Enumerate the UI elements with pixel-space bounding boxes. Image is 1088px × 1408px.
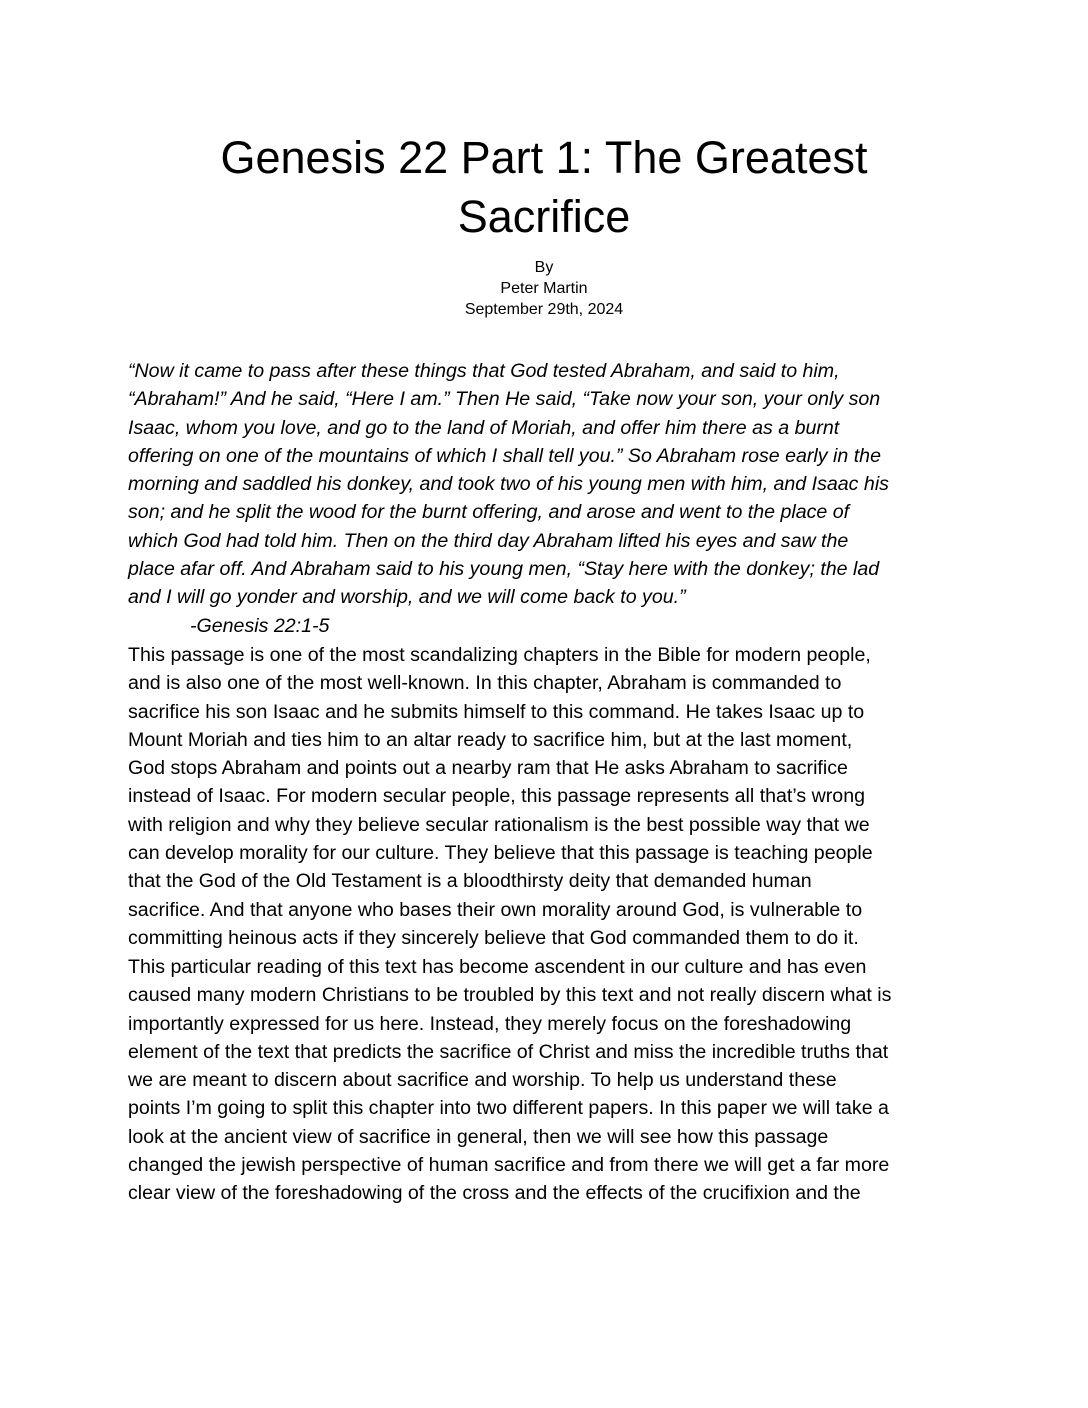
quote-line: which God had told him. Then on the third day Abraham lifted his eyes and saw the xyxy=(128,529,849,552)
quote-line: “Abraham!” And he said, “Here I am.” Then He said, “Take now your son, your only son xyxy=(128,388,881,411)
paragraph-line: and is also one of the most well-known. In this chapter, Abraham is commanded to xyxy=(128,672,842,695)
paragraph-line: importantly expressed for us here. Instead, they merely focus on the foreshadowing xyxy=(128,1012,852,1035)
paragraph-line: This particular reading of this text has become ascendent in our culture and has even xyxy=(128,956,867,978)
paragraph-line: we are meant to discern about sacrifice and worship. To help us understand these xyxy=(128,1069,837,1092)
date: September 29th, 2024 xyxy=(464,301,624,318)
paragraph-line: that the God of the Old Testament is a bloodthirsty deity that demanded human xyxy=(128,870,812,893)
paragraph xyxy=(128,953,1008,1208)
byline: By xyxy=(534,259,554,276)
paragraph-line: committing heinous acts if they sincerely believe that God commanded them to do it. xyxy=(128,926,859,949)
scripture-quote xyxy=(128,357,1008,640)
quote-line: place afar off. And Abraham said to his young men, “Stay here with the donkey; the lad xyxy=(128,558,880,581)
document-meta xyxy=(0,257,1088,320)
paragraph-line: with religion and why they believe secular rationalism is the best possible way that we xyxy=(128,813,870,836)
quote-reference: -Genesis 22:1-5 xyxy=(190,614,330,637)
quote-line: “Now it came to pass after these things that God tested Abraham, and said to him, xyxy=(128,360,840,382)
paragraph-line: points I’m going to split this chapter into two different papers. In this paper we will take a xyxy=(128,1097,889,1120)
paragraph-line: instead of Isaac. For modern secular people, this passage represents all that’s wrong xyxy=(128,785,865,808)
paragraph-line: changed the jewish perspective of human sacrifice and from there we will get a far more xyxy=(128,1154,890,1177)
paragraph-line: Mount Moriah and ties him to an altar ready to sacrifice him, but at the last moment, xyxy=(128,728,853,751)
document-title xyxy=(0,128,1088,246)
quote-line: son; and he split the wood for the burnt offering, and arose and went to the place of xyxy=(128,501,850,524)
paragraph-line: caused many modern Christians to be troubled by this text and not really discern what is xyxy=(128,984,892,1007)
paragraph-line: look at the ancient view of sacrifice in general, then we will see how this passage xyxy=(128,1125,829,1148)
quote-line: Isaac, whom you love, and go to the land of Moriah, and offer him there as a burnt xyxy=(128,416,840,439)
paragraph-line: clear view of the foreshadowing of the cross and the effects of the crucifixion and the xyxy=(128,1182,861,1205)
paragraph-line: God stops Abraham and points out a nearby ram that He asks Abraham to sacrifice xyxy=(128,757,848,780)
quote-line: morning and saddled his donkey, and took two of his young men with him, and Isaac his xyxy=(128,473,889,496)
author: Peter Martin xyxy=(500,280,588,297)
title-line: Sacrifice xyxy=(457,191,631,242)
paragraph-line: sacrifice his son Isaac and he submits himself to this command. He takes Isaac up to xyxy=(128,700,865,723)
paragraph-line: sacrifice. And that anyone who bases their own morality around God, is vulnerable to xyxy=(128,898,863,921)
quote-line: offering on one of the mountains of which I shall tell you.” So Abraham rose early in the xyxy=(128,444,881,467)
paragraph-line: This passage is one of the most scandalizing chapters in the Bible for modern people, xyxy=(128,644,871,666)
paragraph xyxy=(128,641,1008,952)
title-line: Genesis 22 Part 1: The Greatest xyxy=(220,132,868,183)
paragraph-line: element of the text that predicts the sacrifice of Christ and miss the incredible truths that xyxy=(128,1040,889,1063)
paragraph-line: can develop morality for our culture. They believe that this passage is teaching people xyxy=(128,842,873,865)
quote-line: and I will go yonder and worship, and we will come back to you.” xyxy=(128,586,686,609)
